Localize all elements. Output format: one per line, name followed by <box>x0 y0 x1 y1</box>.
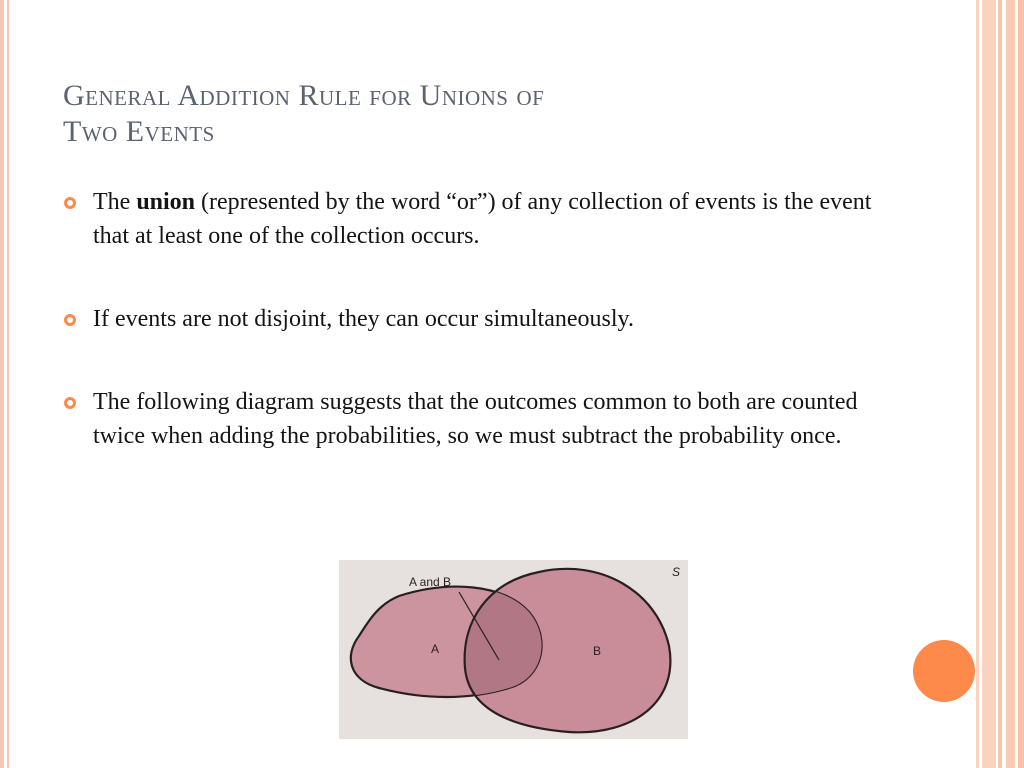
bullet-circle-icon <box>64 314 76 326</box>
right-decorative-stripes <box>976 0 1024 768</box>
bullet-3-text: The following diagram suggests that the outcomes common to both are counted twice when adding the probabilities, so we must subtract the probability once. <box>93 389 858 449</box>
label-sample-space: S <box>672 565 681 579</box>
title-line-1: General Addition Rule for Unions of <box>63 79 545 112</box>
decorative-orange-circle <box>913 640 975 702</box>
label-set-a: A <box>431 642 440 656</box>
bullet-diagram-explanation <box>62 385 892 453</box>
bullet-union-definition <box>62 185 892 253</box>
bullet-list <box>62 185 892 453</box>
venn-diagram-photo <box>339 560 688 739</box>
bullet-circle-icon <box>64 197 76 209</box>
bullet-1-rest: (represented by the word “or”) of any collection of events is the event that at least one of the collection occurs. <box>93 189 872 249</box>
bullet-1-prefix: The <box>93 189 137 215</box>
label-a-and-b: A and B <box>409 575 452 589</box>
label-set-b: B <box>593 644 602 658</box>
bullet-circle-icon <box>64 397 76 409</box>
slide-title <box>63 78 883 150</box>
bullet-not-disjoint <box>62 302 892 336</box>
venn-diagram <box>339 560 688 739</box>
bullet-2-text: If events are not disjoint, they can occur simultaneously. <box>93 306 634 332</box>
title-line-2: Two Events <box>63 115 215 148</box>
bullet-1-bold-term: union <box>136 189 196 215</box>
left-decorative-stripe <box>0 0 11 768</box>
